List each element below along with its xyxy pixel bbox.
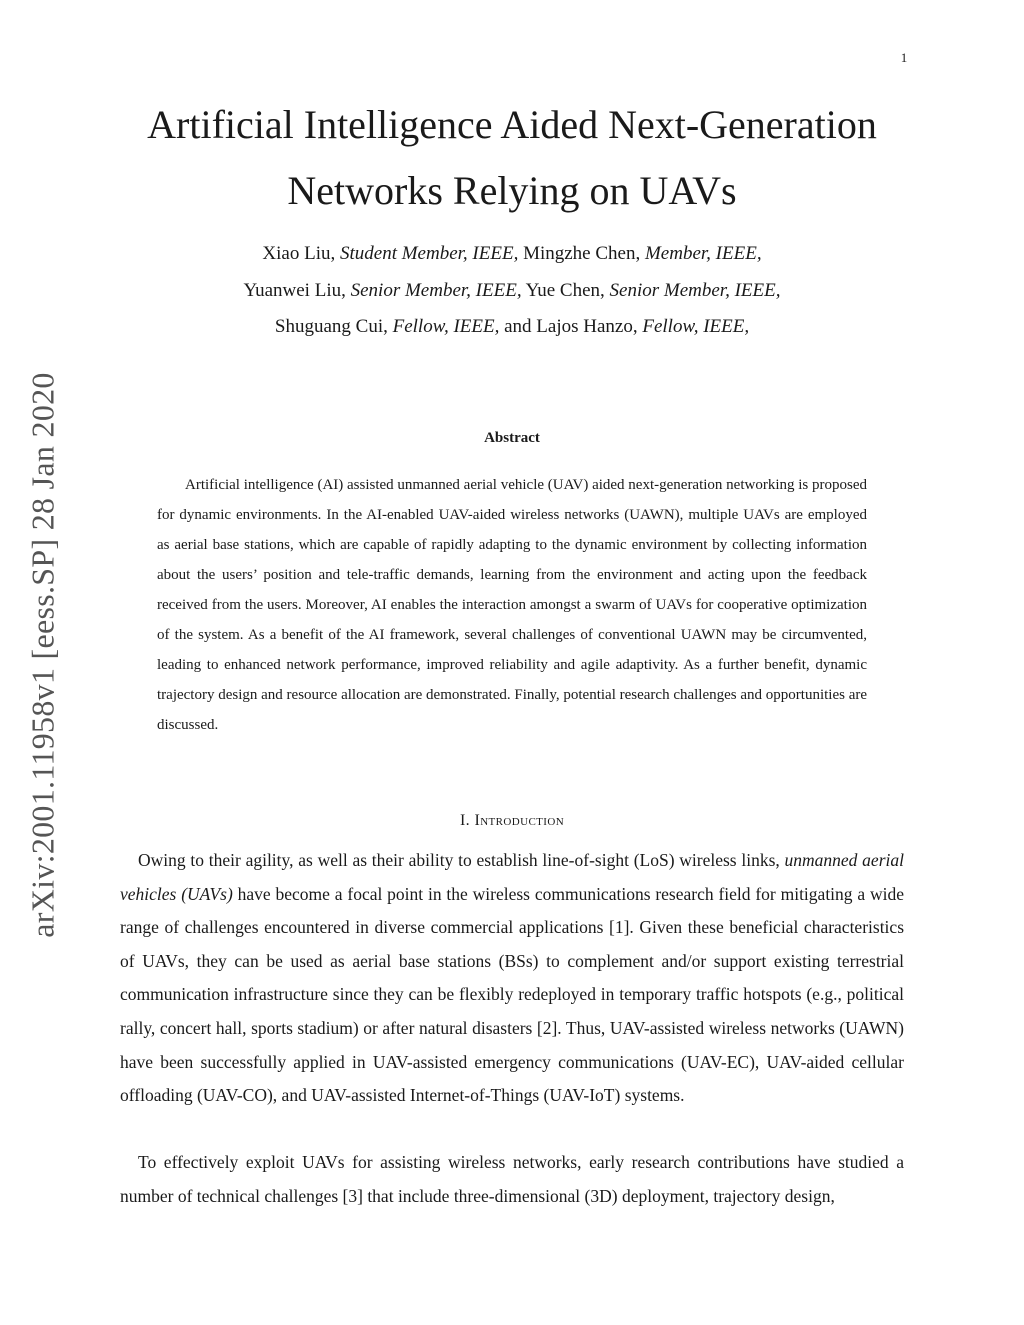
author-line-2 [100,273,924,310]
author-line-3 [100,309,924,346]
author-name: Shuguang Cui, [274,316,393,337]
author-list [100,236,924,346]
author-name: Xiao Liu, [262,243,340,264]
title-line-1: Artificial Intelligence Aided Next-Generation [147,102,877,147]
author-membership: Student Member, IEEE, [339,243,519,264]
title-line-2: Networks Relying on UAVs [287,168,737,213]
abstract-text: Artificial intelligence (AI) assisted unmanned aerial vehicle (UAV) aided next-generation networking is proposed for dynamic environments. In the AI-enabled UAV-aided wireless networks (UAWN), multiple UAVs are employed as aerial base stations, which are capable of rapidly adapting to the dynamic environment by collecting information about the users’ position and tele-traffic demands, learning from the environment and acting upon the feedback received from the users. Moreover, AI enables the interaction amongst a swarm of UAVs for cooperative optimization of the system. As a benefit of the AI framework, several challenges of conventional UAWN may be circumvented, leading to enhanced network performance, improved reliability and agile adaptivity. As a further benefit, dynamic trajectory design and resource allocation are demonstrated. Finally, potential research challenges and opportunities are discussed. [157,477,868,733]
author-membership: Fellow, IEEE, [392,316,500,337]
section-number: I. [459,812,471,829]
section-title: Introduction [474,812,565,829]
paragraph-text: Owing to their agility, as well as their ability to establish line-of-sight (LoS) wireless links, [138,850,785,870]
intro-paragraph-1 [120,844,904,1113]
author-membership: Senior Member, IEEE, [609,279,781,301]
author-name: and Lajos Hanzo, [499,316,643,337]
abstract-heading: Abstract [484,430,540,446]
author-line-1 [100,236,924,273]
emphasized-term: unmanned aerial vehicles (UAVs) [120,850,904,904]
author-name: Yue Chen, [521,279,610,301]
paragraph-text: have become a focal point in the wireless communications research field for mitigating a wide range of challenges encountered in diverse commercial applications [1]. Given these beneficial characteristics of UAVs, they can be used as aerial base stations (BSs) to complement and/or support existing terrestrial communication infrastructure since they can be flexibly redeployed in temporary traffic hotspots (e.g., political rally, concert hall, sports stadium) or after natural disasters [2]. Thus, UAV-assisted wireless networks (UAWN) have been successfully applied in UAV-assisted emergency communications (UAV-EC), UAV-aided cellular offloading (UAV-CO), and UAV-assisted Internet-of-Things (UAV-IoT) systems. [120,883,904,1106]
arxiv-identifier-text: arXiv:2001.11958v1 [eess.SP] 28 Jan 2020 [24,372,61,938]
author-membership: Member, IEEE, [644,243,762,264]
page-number: 1 [900,50,908,65]
paper-title [100,92,924,224]
section-heading-introduction [0,812,1024,830]
author-membership: Senior Member, IEEE, [350,279,522,301]
author-name: Mingzhe Chen, [518,243,645,264]
author-membership: Fellow, IEEE, [642,316,750,337]
author-name: Yuanwei Liu, [243,279,351,301]
intro-paragraph-2: To effectively exploit UAVs for assisting wireless networks, early research contributions have studied a number of technical challenges [3] that include three-dimensional (3D) deployment, trajectory design, [120,1152,904,1206]
